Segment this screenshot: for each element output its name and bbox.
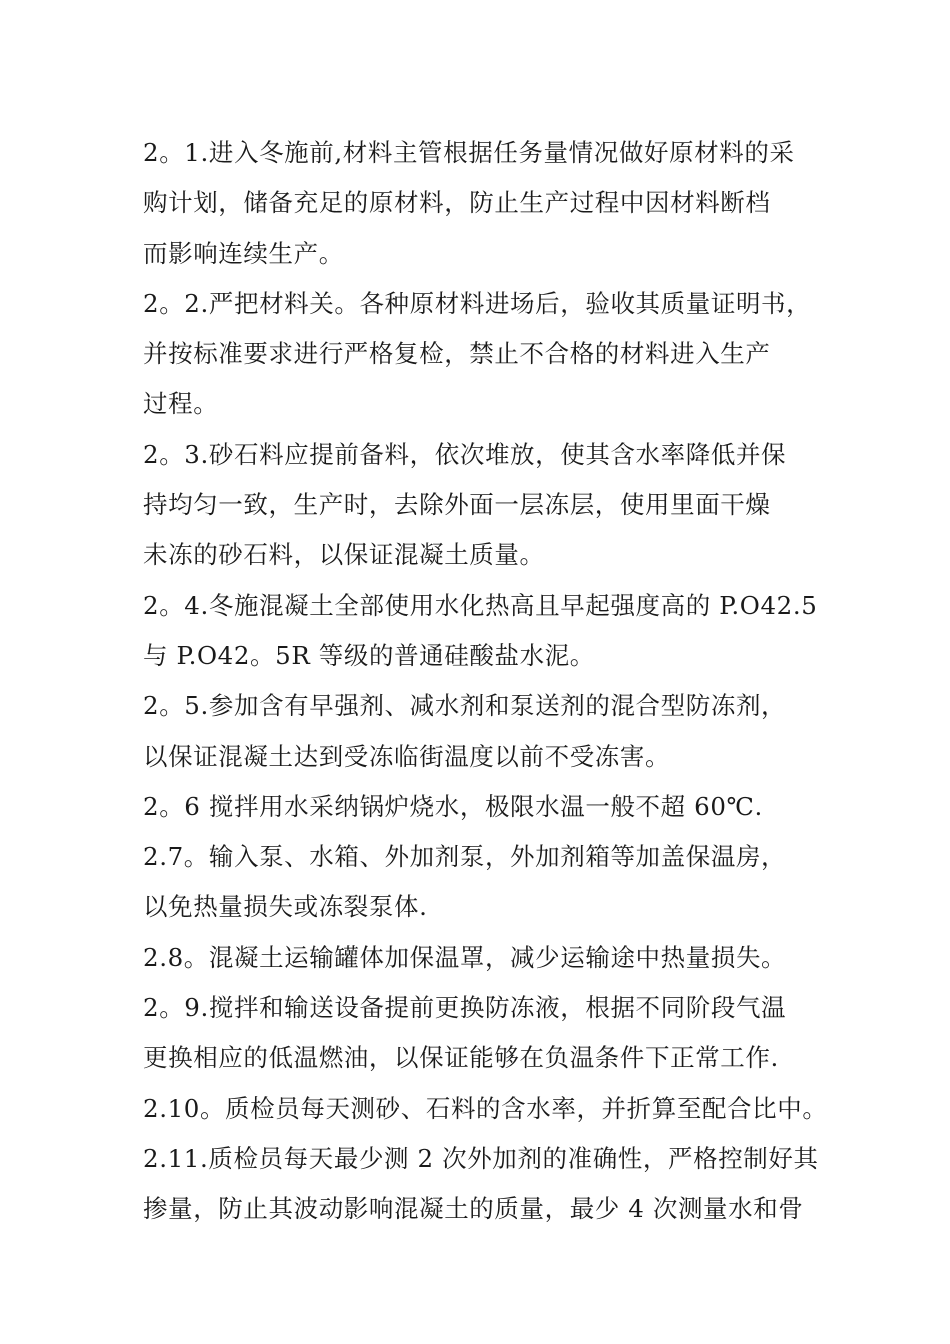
text-line: 并按标准要求进行严格复检，禁止不合格的材料进入生产	[143, 339, 771, 369]
paragraph-2-11	[143, 1134, 833, 1235]
paragraph-2-10	[143, 1084, 833, 1134]
text-line: 2.10。质检员每天测砂、石料的含水率，并折算至配合比中。	[143, 1093, 828, 1123]
paragraph-2-5	[143, 681, 833, 782]
text-line: 2。9.搅拌和输送设备提前更换防冻液，根据不同阶段气温	[143, 993, 787, 1023]
text-line: 持均匀一致，生产时，去除外面一层冻层，使用里面干燥	[143, 490, 771, 520]
paragraph-2-3	[143, 430, 833, 581]
text-line: 未冻的砂石料，以保证混凝土质量。	[143, 540, 545, 570]
text-line: 更换相应的低温燃油，以保证能够在负温条件下正常工作.	[143, 1043, 779, 1073]
text-line: 2。6 搅拌用水采纳锅炉烧水，极限水温一般不超 60℃.	[143, 791, 763, 821]
document-body	[143, 128, 833, 1235]
text-line: 与 P.O42。5R 等级的普通硅酸盐水泥。	[143, 640, 595, 670]
text-line: 2。1.进入冬施前,材料主管根据任务量情况做好原材料的采	[143, 138, 795, 167]
paragraph-2-2	[143, 279, 833, 430]
text-line: 2。3.砂石料应提前备料，依次堆放，使其含水率降低并保	[143, 439, 787, 469]
paragraph-2-8	[143, 933, 833, 983]
text-line: 而影响连续生产。	[143, 238, 344, 268]
paragraph-2-9	[143, 983, 833, 1084]
text-line: 2。5.参加含有早强剂、减水剂和泵送剂的混合型防冻剂，	[143, 691, 787, 721]
text-line: 以免热量损失或冻裂泵体.	[143, 892, 428, 922]
paragraph-2-6	[143, 782, 833, 832]
paragraph-2-4	[143, 581, 833, 682]
paragraph-2-1	[143, 128, 833, 279]
text-line: 2.7。输入泵、水箱、外加剂泵，外加剂箱等加盖保温房，	[143, 842, 787, 872]
text-line: 2.11.质检员每天最少测 2 次外加剂的准确性，严格控制好其	[143, 1143, 819, 1173]
paragraph-2-7	[143, 832, 833, 933]
text-line: 掺量，防止其波动影响混凝土的质量，最少 4 次测量水和骨	[143, 1194, 804, 1224]
text-line: 2。4.冬施混凝土全部使用水化热高且早起强度高的 P.O42.5	[143, 590, 818, 620]
text-line: 2.8。混凝土运输罐体加保温罩，减少运输途中热量损失。	[143, 942, 787, 972]
text-line: 2。2.严把材料关。各种原材料进场后，验收其质量证明书，	[143, 288, 812, 318]
text-line: 以保证混凝土达到受冻临街温度以前不受冻害。	[143, 741, 671, 771]
text-line: 过程。	[143, 389, 219, 419]
text-line: 购计划，储备充足的原材料，防止生产过程中因材料断档	[143, 188, 771, 218]
